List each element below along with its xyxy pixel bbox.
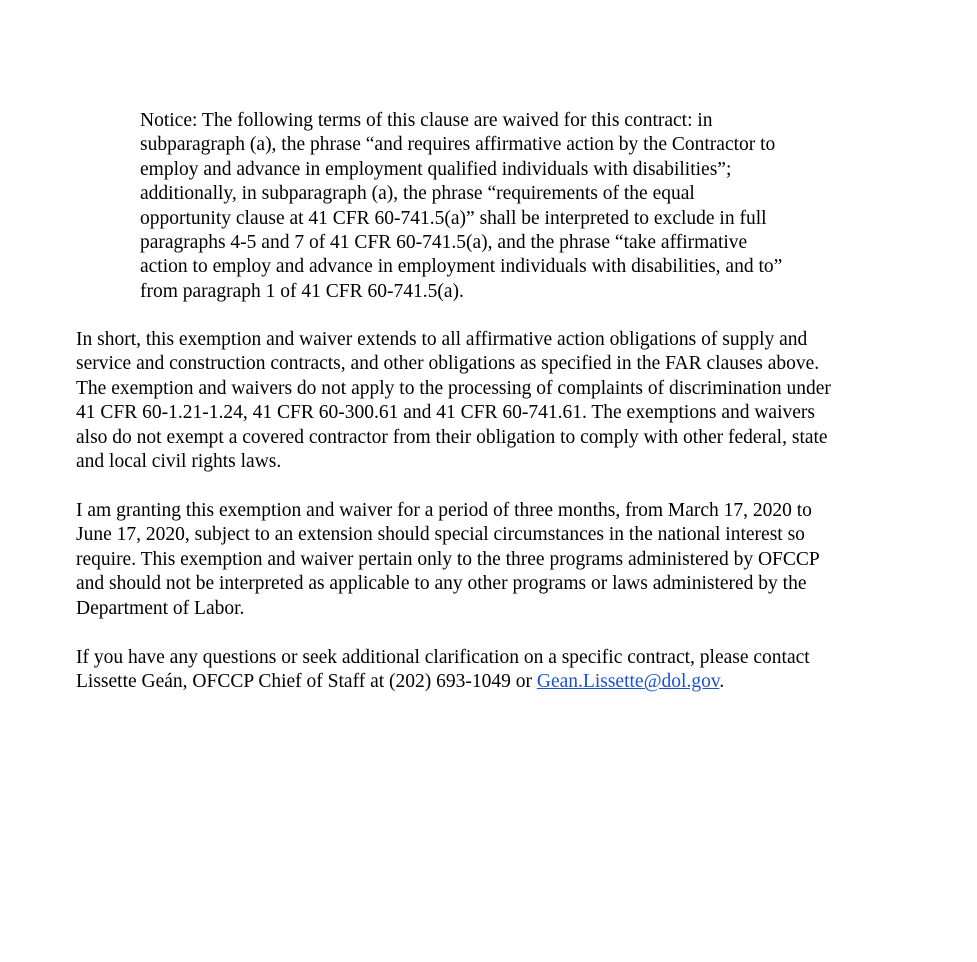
paragraph-line: The exemption and waivers do not apply to the processing of complaints of discrimination under: [76, 377, 831, 399]
contact-paragraph: [76, 646, 936, 695]
notice-line: additionally, in subparagraph (a), the phrase “requirements of the equal: [140, 183, 695, 205]
notice-line: from paragraph 1 of 41 CFR 60-741.5(a).: [140, 280, 464, 302]
paragraph-line: Department of Labor.: [76, 597, 245, 619]
paragraph-line: In short, this exemption and waiver extends to all affirmative action obligations of supply and: [76, 329, 808, 350]
notice-line: opportunity clause at 41 CFR 60-741.5(a)” shall be interpreted to exclude in full: [140, 207, 767, 229]
paragraph-line: and should not be interpreted as applicable to any other programs or laws administered by the: [76, 573, 807, 595]
contact-text: Lissette Geán, OFCCP Chief of Staff at (202) 693-1049 or: [76, 671, 537, 693]
paragraph-line: and local civil rights laws.: [76, 451, 282, 473]
paragraph-line: require. This exemption and waiver pertain only to the three programs administered by OFCCP: [76, 548, 820, 570]
exemption-scope-paragraph: [76, 328, 936, 474]
paragraph-line: If you have any questions or seek additional clarification on a specific contract, please contact: [76, 647, 810, 668]
contact-period: .: [719, 671, 725, 693]
paragraph-line: service and construction contracts, and other obligations as specified in the FAR clauses above.: [76, 353, 820, 375]
notice-line: subparagraph (a), the phrase “and requires affirmative action by the Contractor to: [140, 134, 776, 156]
paragraph-line: June 17, 2020, subject to an extension should special circumstances in the national interest so: [76, 524, 805, 546]
paragraph-line: also do not exempt a covered contractor from their obligation to comply with other federal, state: [76, 426, 828, 448]
notice-line: paragraphs 4-5 and 7 of 41 CFR 60-741.5(a), and the phrase “take affirmative: [140, 232, 748, 254]
paragraph-line: I am granting this exemption and waiver for a period of three months, from March 17, 2020 to: [76, 500, 812, 521]
exemption-period-paragraph: [76, 499, 936, 621]
waiver-notice-block: [140, 109, 870, 304]
notice-line: action to employ and advance in employment individuals with disabilities, and to”: [140, 256, 783, 278]
notice-line: Notice: The following terms of this clause are waived for this contract: in: [140, 110, 713, 131]
notice-line: employ and advance in employment qualified individuals with disabilities”;: [140, 158, 732, 180]
email-link[interactable]: Gean.Lissette@dol.gov: [536, 671, 720, 693]
paragraph-line: 41 CFR 60-1.21-1.24, 41 CFR 60-300.61 and 41 CFR 60-741.61. The exemptions and waivers: [76, 402, 815, 424]
contact-line: [76, 670, 936, 694]
